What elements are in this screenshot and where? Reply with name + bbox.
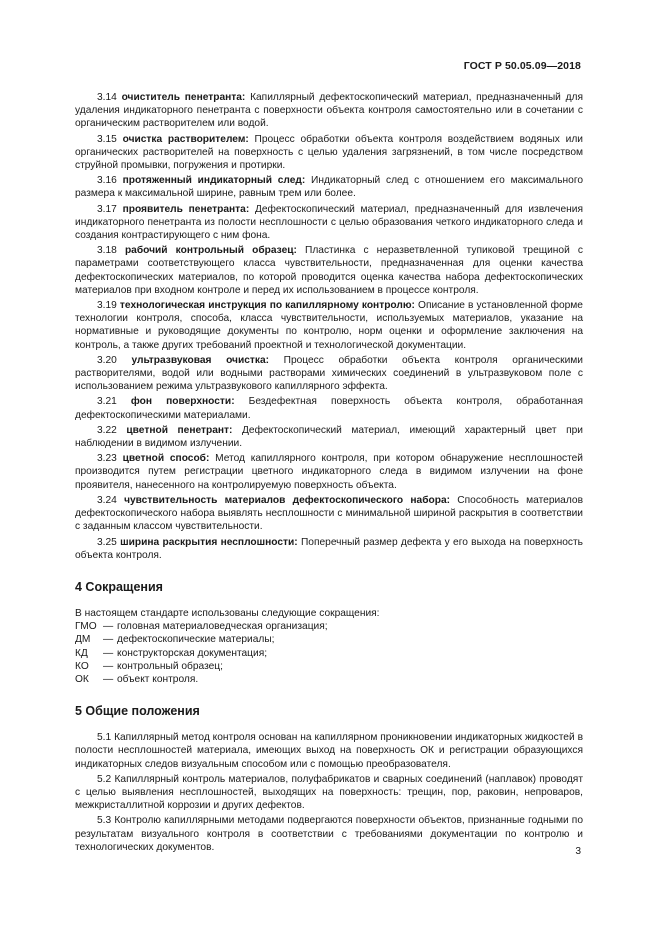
definition-term: чувствительность материалов дефектоскопического набора:	[124, 494, 451, 506]
definition-number: 3.19	[97, 300, 117, 312]
definition-text: Метод капиллярного контроля, при котором обнаружение несплошностей производится путем регистрации цветного индикаторного следа в видимом излучении на фоне проявителя, нанесенного на контролируемую поверхность объекта.	[75, 453, 583, 491]
definition-number: 3.22	[97, 424, 117, 436]
abbreviation-dash: —	[103, 634, 114, 646]
abbreviation-code: ГМО	[75, 621, 97, 633]
definition-text: Дефектоскопический материал, имеющий характерный цвет при наблюдении в видимом излучении.	[75, 424, 583, 450]
abbreviation-item	[75, 647, 583, 660]
abbreviation-code: КД	[75, 647, 88, 659]
definition-number: 3.21	[97, 396, 117, 408]
definition-number: 3.20	[97, 354, 117, 366]
definition-number: 3.24	[97, 494, 117, 506]
abbreviation-code: КО	[75, 660, 89, 672]
definition-text: Способность материалов дефектоскопического набора выявлять несплошности с минимальной шириной раскрытия в соответствии с заданным классом чувствительности.	[75, 494, 583, 533]
definition-item	[75, 299, 583, 352]
definition-item	[75, 203, 583, 243]
definition-text: Процесс обработки объекта контроля органическими растворителями, водой или водными растворами химических соединений в ультразвуковом поле с использованием режима ультразвукового капиллярного эффекта.	[75, 354, 583, 393]
abbreviation-text: головная материаловедческая организация;	[117, 621, 328, 633]
abbreviation-text: объект контроля.	[117, 673, 199, 685]
abbreviation-text: контрольный образец;	[117, 660, 223, 672]
definition-item	[75, 174, 583, 200]
definition-text: Дефектоскопический материал, предназначенный для извлечения индикаторного пенетранта из полости несплошности с целью образования четкого индикаторного следа и создания контрастирующего с ним фона.	[75, 203, 583, 242]
definition-item	[75, 133, 583, 173]
definition-text: Описание в установленной форме технологии контроля, способа, класса чувствительности, используемых материалов, указание на нормативные и руководящие документы по контролю, норм оценки и оформление заключения на контроль, а также других требований проектной и технологической документации.	[75, 300, 583, 351]
definition-number: 3.18	[97, 245, 117, 257]
definition-term: протяженный индикаторный след:	[122, 175, 306, 187]
abbreviation-text: конструкторская документация;	[117, 647, 268, 659]
definition-number: 3.23	[97, 453, 117, 465]
definition-number: 3.16	[97, 175, 117, 187]
provision-paragraph: 5.1 Капиллярный метод контроля основан на капиллярном проникновении индикаторных жидкостей в полости несплошностей материала, имеющих выход на поверхность ОК и регистрации образующихся индикаторных следов визуальным способом или с помощью преобразователя.	[75, 732, 583, 770]
definition-term: цветной способ:	[122, 453, 210, 465]
section-5-heading: 5 Общие положения	[75, 704, 200, 719]
abbreviation-item	[75, 660, 583, 673]
general-provisions	[75, 731, 583, 854]
abbreviation-code: ОК	[75, 673, 89, 685]
definition-text: Процесс обработки объекта контроля воздействием водяных или органических растворителей на поверхность с целью удаления загрязнений, в том числе посредством струйной промывки, погружения и протирки.	[75, 133, 583, 172]
definition-text: Поперечный размер дефекта у его выхода на поверхность объекта контроля.	[75, 536, 583, 561]
definition-item	[75, 395, 583, 421]
definition-item	[75, 424, 583, 450]
provision-paragraph: 5.2 Капиллярный контроль материалов, полуфабрикатов и сварных соединений (наплавок) проводят с целью выявления несплошностей, выходящих на поверхность: трещин, пор, раковин, непроваров, межкристаллитной коррозии и других дефектов.	[75, 773, 583, 812]
definition-term: ширина раскрытия несплошности:	[120, 536, 298, 548]
definition-text: Бездефектная поверхность объекта контроля, обработанная дефектоскопическими материалами.	[75, 396, 583, 421]
abbreviation-code: ДМ	[75, 634, 91, 646]
definitions-list	[75, 91, 583, 562]
definition-item	[75, 494, 583, 534]
section-4-heading: 4 Сокращения	[75, 579, 163, 594]
standard-code-header: ГОСТ Р 50.05.09—2018	[463, 60, 581, 72]
abbreviation-item	[75, 673, 583, 686]
definition-term: очистка растворителем:	[122, 133, 249, 145]
definition-item	[75, 354, 583, 394]
definition-item	[75, 536, 583, 562]
definition-text: Пластинка с неразветвленной тупиковой трещиной с параметрами соответствующего класса чувствительности, предназначенная для оценки качества дефектоскопических материалов, по которой проводится оценка качества набора дефектоскопических материалов при входном контроле и перед их использованием в процессе контроля.	[75, 245, 583, 296]
provision-paragraph: 5.3 Контролю капиллярными методами подвергаются поверхности объектов, признанные годными по результатам визуального контроля в соответствии с требованиями документации по контролю и технологических документов.	[75, 815, 583, 853]
definition-term: технологическая инструкция по капиллярному контролю:	[119, 300, 415, 312]
abbreviation-item	[75, 633, 583, 646]
definition-item	[75, 244, 583, 297]
abbreviation-item	[75, 620, 583, 633]
definition-number: 3.25	[97, 536, 117, 548]
definition-number: 3.17	[97, 203, 117, 215]
definition-term: рабочий контрольный образец:	[124, 245, 297, 257]
definition-number: 3.14	[97, 92, 117, 103]
definition-text: Индикаторный след с отношением его максимального размера к максимальной ширине, равным трем или более.	[75, 175, 583, 200]
abbreviation-text: дефектоскопические материалы;	[117, 634, 275, 646]
abbreviation-dash: —	[103, 621, 114, 633]
definition-term: ультразвуковая очистка:	[131, 354, 270, 366]
definition-term: фон поверхности:	[130, 396, 235, 408]
abbreviation-dash: —	[103, 660, 114, 672]
abbreviations-intro: В настоящем стандарте использованы следующие сокращения:	[75, 607, 380, 619]
definition-text: Капиллярный дефектоскопический материал, предназначенный для удаления индикаторного пенетранта с поверхности объекта контроля самостоятельно или в сочетании с органическим растворителем или водой.	[75, 92, 583, 130]
definition-term: проявитель пенетранта:	[122, 203, 250, 215]
definition-term: очиститель пенетранта:	[121, 92, 246, 103]
page-content	[75, 91, 583, 856]
abbreviation-dash: —	[103, 673, 114, 685]
definition-item	[75, 91, 583, 131]
abbreviation-dash: —	[103, 647, 114, 659]
definition-number: 3.15	[97, 133, 117, 145]
definition-term: цветной пенетрант:	[126, 424, 233, 436]
definition-item	[75, 452, 583, 492]
abbreviations-list	[75, 607, 583, 686]
page-number: 3	[575, 846, 581, 857]
